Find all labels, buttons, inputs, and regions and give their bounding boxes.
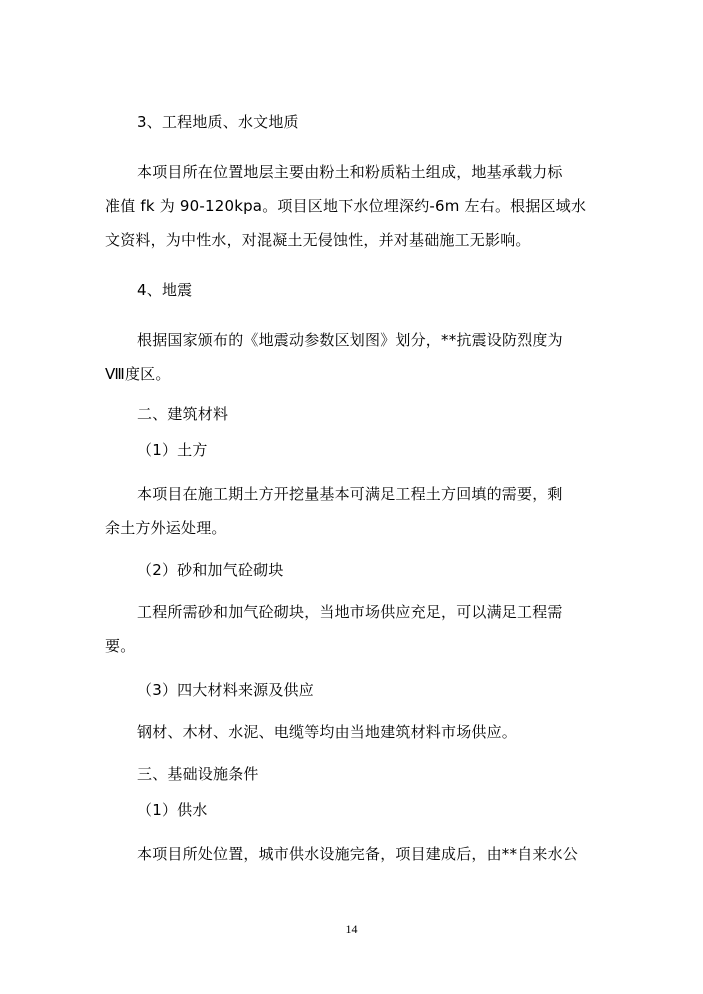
paragraph-line: 文资料，为中性水，对混凝土无侵蚀性，并对基础施工无影响。 — [105, 231, 531, 249]
subheading-water-supply: （1）供水 — [137, 801, 208, 819]
heading-building-materials: 二、建筑材料 — [137, 405, 229, 423]
heading-infrastructure: 三、基础设施条件 — [137, 765, 259, 783]
heading-earthquake: 4、地震 — [137, 281, 193, 299]
heading-engineering-geology: 3、工程地质、水文地质 — [137, 113, 299, 131]
paragraph-line: 本项目所在位置地层主要由粉土和粉质粘土组成，地基承载力标 — [137, 163, 563, 181]
subheading-earthwork: （1）土方 — [137, 441, 208, 459]
paragraph-line: 工程所需砂和加气砼砌块，当地市场供应充足，可以满足工程需 — [137, 603, 563, 621]
paragraph-line: 钢材、木材、水泥、电缆等均由当地建筑材料市场供应。 — [137, 723, 518, 741]
subheading-materials-supply: （3）四大材料来源及供应 — [137, 681, 314, 699]
subheading-sand-blocks: （2）砂和加气砼砌块 — [137, 561, 284, 579]
paragraph-line: 本项目在施工期土方开挖量基本可满足工程土方回填的需要，剩 — [137, 485, 563, 503]
paragraph-line: 根据国家颁布的《地震动参数区划图》划分，**抗震设防烈度为 — [137, 331, 563, 349]
paragraph-line: Ⅷ度区。 — [105, 365, 171, 383]
page-number: 14 — [345, 922, 358, 936]
paragraph-line: 余土方外运处理。 — [105, 519, 227, 537]
paragraph-line: 本项目所处位置，城市供水设施完备，项目建成后，由**自来水公 — [137, 845, 579, 863]
paragraph-line: 准值 fk 为 90-120kpa。项目区地下水位埋深约-6m 左右。根据区域水 — [105, 197, 587, 215]
paragraph-line: 要。 — [105, 637, 136, 655]
